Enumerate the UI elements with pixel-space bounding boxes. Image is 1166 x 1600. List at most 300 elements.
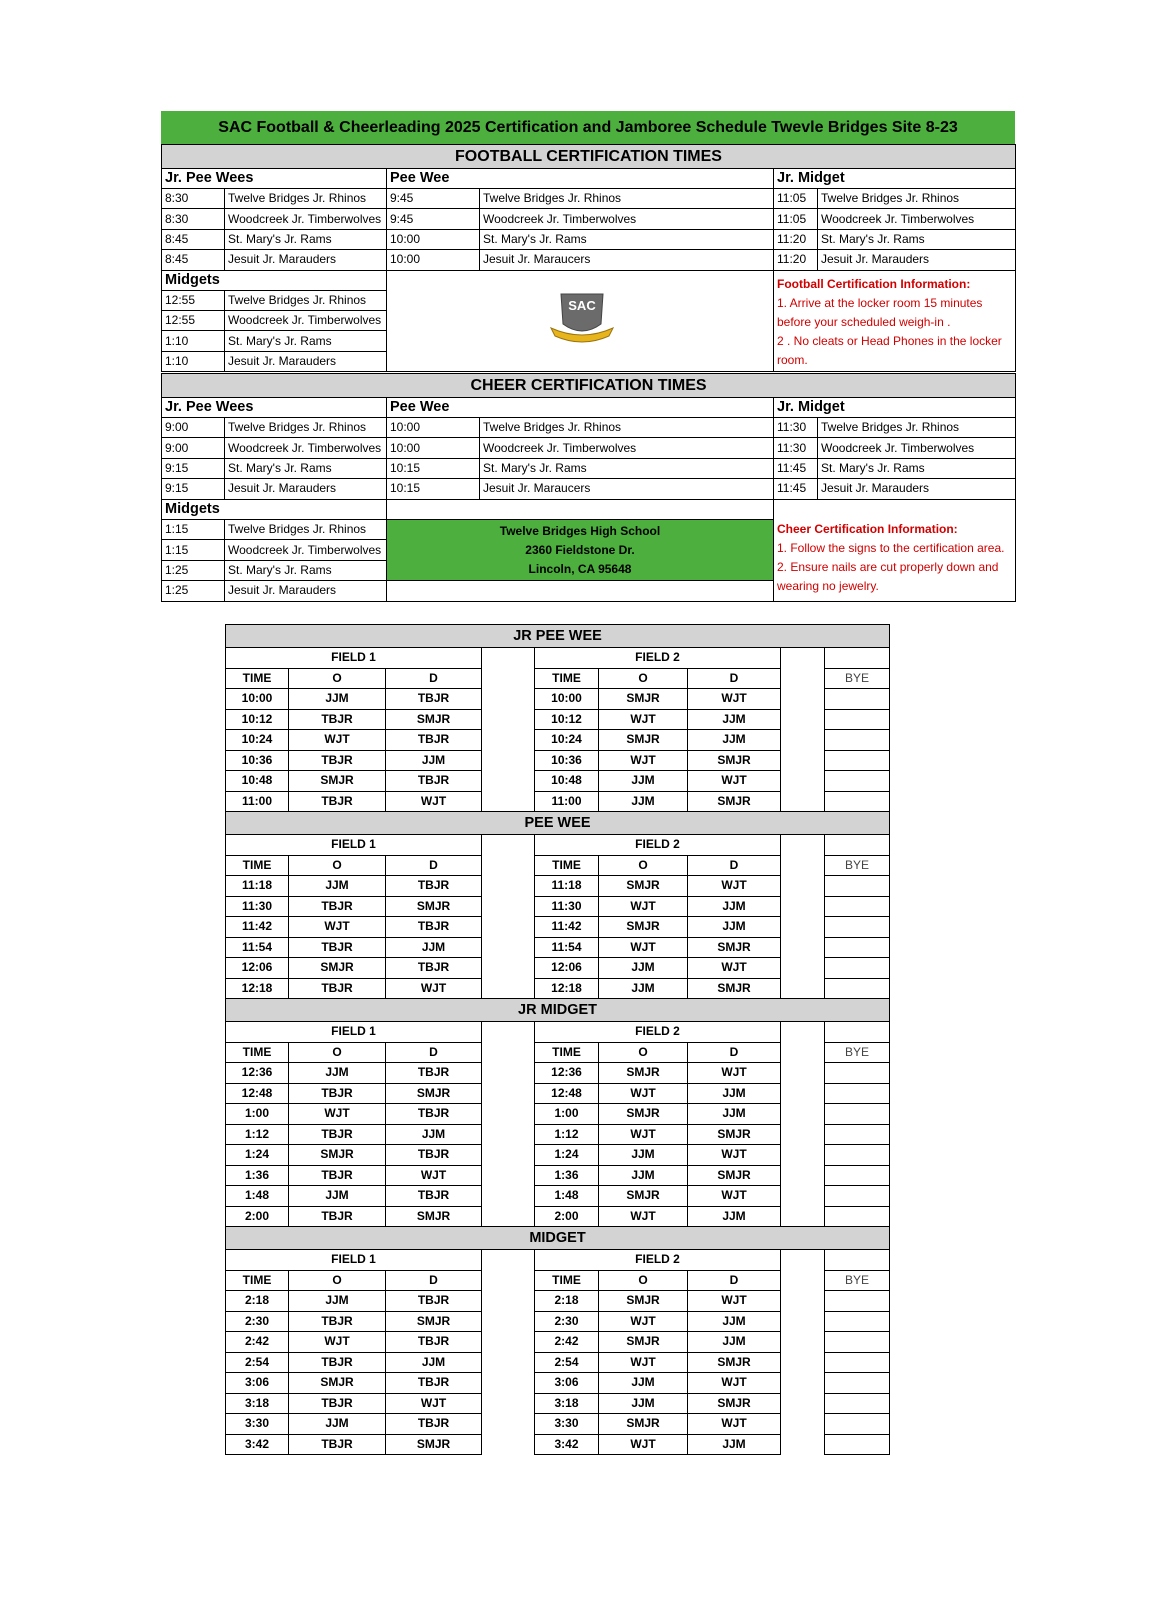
offense-team: TBJR: [289, 1206, 386, 1227]
bye-cell: [825, 917, 890, 938]
offense-team: JJM: [289, 1414, 386, 1435]
spacer-cell: [482, 1083, 535, 1104]
time-cell: 11:54: [226, 937, 289, 958]
game-row: [226, 1291, 890, 1312]
spacer-cell: [781, 835, 825, 856]
spacer-cell: [482, 876, 535, 897]
offense-header: O: [289, 1270, 386, 1291]
time-cell: 3:30: [226, 1414, 289, 1435]
offense-team: TBJR: [289, 1311, 386, 1332]
address-block: [387, 519, 774, 580]
spacer-cell: [781, 978, 825, 999]
division-label: Pee Wee: [387, 398, 774, 418]
defense-team: TBJR: [386, 917, 482, 938]
blank-cell: [825, 648, 890, 669]
defense-team: JJM: [688, 917, 781, 938]
spacer-cell: [482, 750, 535, 771]
blank-cell: [825, 1250, 890, 1271]
offense-team: TBJR: [289, 1434, 386, 1455]
time-cell: 11:20: [774, 250, 818, 270]
bye-cell: [825, 1352, 890, 1373]
game-row: [226, 1311, 890, 1332]
spacer-cell: [781, 771, 825, 792]
offense-team: JJM: [289, 1291, 386, 1312]
time-cell: 1:10: [162, 331, 225, 351]
team-cell: Woodcreek Jr. Timberwolves: [225, 209, 387, 229]
time-cell: 10:12: [226, 709, 289, 730]
field-label: FIELD 1: [226, 1022, 482, 1043]
division-label: Jr. Pee Wees: [162, 169, 387, 189]
time-cell: 11:45: [774, 479, 818, 499]
cheer-certification-table: [161, 373, 1015, 602]
bye-cell: [825, 1414, 890, 1435]
bye-cell: [825, 1124, 890, 1145]
defense-team: JJM: [386, 1352, 482, 1373]
spacer-cell: [781, 1373, 825, 1394]
defense-team: WJT: [688, 1414, 781, 1435]
bye-cell: [825, 750, 890, 771]
defense-team: JJM: [688, 1206, 781, 1227]
time-cell: 10:15: [387, 479, 480, 499]
time-cell: 8:45: [162, 250, 225, 270]
offense-team: JJM: [599, 771, 688, 792]
time-cell: 1:15: [162, 519, 225, 539]
blank-cell: [387, 499, 774, 519]
spacer-cell: [482, 730, 535, 751]
defense-team: TBJR: [386, 771, 482, 792]
spacer-cell: [781, 668, 825, 689]
offense-header: O: [289, 1042, 386, 1063]
time-cell: 3:42: [226, 1434, 289, 1455]
time-cell: 3:06: [535, 1373, 599, 1394]
time-header: TIME: [226, 855, 289, 876]
offense-team: WJT: [599, 1124, 688, 1145]
field-label: FIELD 1: [226, 1250, 482, 1271]
offense-team: TBJR: [289, 750, 386, 771]
time-cell: 9:45: [387, 209, 480, 229]
spacer-cell: [482, 855, 535, 876]
offense-team: SMJR: [599, 1063, 688, 1084]
time-cell: 1:48: [535, 1186, 599, 1207]
time-cell: 10:00: [387, 438, 480, 458]
spacer-cell: [482, 771, 535, 792]
field-label: FIELD 1: [226, 648, 482, 669]
team-cell: St. Mary's Jr. Rams: [225, 458, 387, 478]
spacer-cell: [781, 937, 825, 958]
street-address: 2360 Fieldstone Dr.: [525, 542, 635, 557]
offense-header: O: [289, 855, 386, 876]
defense-team: SMJR: [688, 1124, 781, 1145]
team-cell: Twelve Bridges Jr. Rhinos: [225, 290, 387, 310]
division-header: PEE WEE: [226, 812, 890, 835]
spacer-cell: [482, 835, 535, 856]
blank-cell: [825, 1022, 890, 1043]
spacer-cell: [781, 1414, 825, 1435]
defense-team: WJT: [386, 978, 482, 999]
game-row: [226, 917, 890, 938]
bye-cell: [825, 958, 890, 979]
offense-team: WJT: [599, 709, 688, 730]
spacer-cell: [781, 1063, 825, 1084]
offense-team: WJT: [289, 1332, 386, 1353]
offense-team: JJM: [599, 958, 688, 979]
team-cell: St. Mary's Jr. Rams: [480, 229, 774, 249]
time-cell: 2:42: [535, 1332, 599, 1353]
time-cell: 3:06: [226, 1373, 289, 1394]
time-cell: 12:55: [162, 310, 225, 330]
game-row: [226, 1124, 890, 1145]
team-cell: Woodcreek Jr. Timberwolves: [225, 540, 387, 560]
time-cell: 11:00: [226, 791, 289, 812]
defense-team: SMJR: [386, 1206, 482, 1227]
time-cell: 12:48: [226, 1083, 289, 1104]
defense-team: SMJR: [688, 937, 781, 958]
time-cell: 1:00: [535, 1104, 599, 1125]
spacer-cell: [781, 1311, 825, 1332]
defense-team: TBJR: [386, 1063, 482, 1084]
defense-header: D: [386, 1042, 482, 1063]
spacer-cell: [482, 648, 535, 669]
time-cell: 3:30: [535, 1414, 599, 1435]
city-state-zip: Lincoln, CA 95648: [528, 561, 632, 576]
team-cell: Twelve Bridges Jr. Rhinos: [225, 519, 387, 539]
section-banner: FOOTBALL CERTIFICATION TIMES: [162, 145, 1016, 169]
defense-team: WJT: [386, 1393, 482, 1414]
spacer-cell: [482, 668, 535, 689]
time-cell: 9:15: [162, 479, 225, 499]
offense-header: O: [599, 1042, 688, 1063]
time-cell: 10:00: [226, 689, 289, 710]
defense-team: WJT: [688, 689, 781, 710]
offense-team: WJT: [599, 896, 688, 917]
time-cell: 1:36: [535, 1165, 599, 1186]
time-cell: 9:00: [162, 418, 225, 438]
spacer-cell: [482, 1124, 535, 1145]
spacer-cell: [781, 730, 825, 751]
spacer-cell: [781, 1042, 825, 1063]
time-cell: 11:30: [774, 438, 818, 458]
blank-cell: [825, 835, 890, 856]
spacer-cell: [781, 648, 825, 669]
time-cell: 10:48: [535, 771, 599, 792]
offense-team: JJM: [289, 1186, 386, 1207]
game-row: [226, 937, 890, 958]
time-cell: 8:45: [162, 229, 225, 249]
section-banner: CHEER CERTIFICATION TIMES: [162, 374, 1016, 398]
offense-team: WJT: [599, 1083, 688, 1104]
defense-team: TBJR: [386, 1332, 482, 1353]
game-row: [226, 896, 890, 917]
defense-team: TBJR: [386, 1145, 482, 1166]
time-cell: 12:18: [535, 978, 599, 999]
defense-team: TBJR: [386, 1414, 482, 1435]
school-name: Twelve Bridges High School: [499, 523, 661, 538]
defense-team: JJM: [386, 1124, 482, 1145]
game-row: [226, 1186, 890, 1207]
offense-team: WJT: [289, 730, 386, 751]
spacer-cell: [482, 1186, 535, 1207]
time-cell: 10:24: [535, 730, 599, 751]
time-cell: 12:06: [535, 958, 599, 979]
bye-cell: [825, 1291, 890, 1312]
offense-team: SMJR: [599, 1291, 688, 1312]
spacer-cell: [482, 1352, 535, 1373]
game-row: [226, 1393, 890, 1414]
defense-team: JJM: [688, 1434, 781, 1455]
offense-header: O: [599, 1270, 688, 1291]
division-label: Jr. Midget: [774, 398, 1016, 418]
offense-team: SMJR: [599, 917, 688, 938]
division-label: Midgets: [162, 270, 387, 290]
offense-team: TBJR: [289, 978, 386, 999]
game-row: [226, 1332, 890, 1353]
spacer-cell: [781, 791, 825, 812]
certification-row: [162, 189, 1016, 209]
spacer-cell: [482, 917, 535, 938]
team-cell: St. Mary's Jr. Rams: [225, 229, 387, 249]
offense-team: TBJR: [289, 709, 386, 730]
division-header: JR MIDGET: [226, 999, 890, 1022]
offense-team: TBJR: [289, 1393, 386, 1414]
time-cell: 11:42: [535, 917, 599, 938]
time-cell: 10:36: [535, 750, 599, 771]
time-cell: 12:36: [535, 1063, 599, 1084]
football-certification-table: [161, 144, 1015, 372]
spacer-cell: [482, 1022, 535, 1043]
time-cell: 9:45: [387, 189, 480, 209]
offense-team: SMJR: [289, 771, 386, 792]
info-line: 2 . No cleats or Head Phones in the locker room.: [777, 333, 1002, 367]
certification-row: [162, 479, 1016, 499]
spacer-cell: [482, 1311, 535, 1332]
team-cell: Woodcreek Jr. Timberwolves: [225, 310, 387, 330]
game-row: [226, 1373, 890, 1394]
offense-team: SMJR: [599, 1414, 688, 1435]
time-header: TIME: [535, 855, 599, 876]
team-cell: St. Mary's Jr. Rams: [818, 458, 1016, 478]
spacer-cell: [482, 709, 535, 730]
offense-team: TBJR: [289, 1165, 386, 1186]
time-header: TIME: [535, 1042, 599, 1063]
offense-team: SMJR: [289, 958, 386, 979]
time-cell: 1:10: [162, 351, 225, 371]
spacer-cell: [781, 1124, 825, 1145]
spacer-cell: [482, 1250, 535, 1271]
team-cell: Woodcreek Jr. Timberwolves: [480, 209, 774, 229]
bye-cell: [825, 1165, 890, 1186]
bye-cell: [825, 1063, 890, 1084]
spacer-cell: [482, 1291, 535, 1312]
time-cell: 10:15: [387, 458, 480, 478]
defense-team: SMJR: [386, 709, 482, 730]
offense-team: TBJR: [289, 896, 386, 917]
game-row: [226, 978, 890, 999]
info-line: 1. Arrive at the locker room 15 minutes before your scheduled weigh-in .: [777, 295, 983, 329]
offense-team: TBJR: [289, 937, 386, 958]
time-header: TIME: [535, 668, 599, 689]
spacer-cell: [781, 1291, 825, 1312]
game-row: [226, 730, 890, 751]
time-cell: 2:00: [226, 1206, 289, 1227]
defense-header: D: [386, 1270, 482, 1291]
offense-team: SMJR: [599, 876, 688, 897]
defense-team: SMJR: [688, 791, 781, 812]
info-line: 2. Ensure nails are cut properly down and wearing no jewelry.: [777, 559, 999, 593]
time-cell: 10:00: [535, 689, 599, 710]
bye-cell: [825, 709, 890, 730]
info-line: 1. Follow the signs to the certification area.: [777, 540, 1005, 555]
time-cell: 11:45: [774, 458, 818, 478]
defense-team: SMJR: [386, 896, 482, 917]
cheer-info: [774, 499, 1016, 601]
team-cell: St. Mary's Jr. Rams: [225, 331, 387, 351]
offense-team: JJM: [599, 1373, 688, 1394]
field-label: FIELD 2: [535, 835, 781, 856]
bye-cell: [825, 876, 890, 897]
field-label: FIELD 1: [226, 835, 482, 856]
time-cell: 2:54: [535, 1352, 599, 1373]
sac-shield-icon: [547, 290, 617, 346]
bye-cell: [825, 978, 890, 999]
time-cell: 1:24: [226, 1145, 289, 1166]
field-label: FIELD 2: [535, 648, 781, 669]
spacer-cell: [781, 1186, 825, 1207]
bye-cell: [825, 937, 890, 958]
bye-cell: [825, 1373, 890, 1394]
game-row: [226, 1145, 890, 1166]
spacer-cell: [482, 1042, 535, 1063]
spacer-cell: [781, 1165, 825, 1186]
time-cell: 12:18: [226, 978, 289, 999]
time-cell: 10:12: [535, 709, 599, 730]
offense-team: TBJR: [289, 1083, 386, 1104]
team-cell: Jesuit Jr. Marauders: [818, 250, 1016, 270]
game-row: [226, 1063, 890, 1084]
defense-team: SMJR: [688, 1393, 781, 1414]
time-header: TIME: [535, 1270, 599, 1291]
offense-team: SMJR: [599, 1104, 688, 1125]
offense-team: JJM: [599, 978, 688, 999]
blank-cell: [387, 581, 774, 601]
bye-cell: [825, 1083, 890, 1104]
offense-team: WJT: [599, 1434, 688, 1455]
spacer-cell: [781, 1250, 825, 1271]
spacer-cell: [482, 1165, 535, 1186]
time-cell: 12:48: [535, 1083, 599, 1104]
time-cell: 11:05: [774, 189, 818, 209]
time-cell: 9:15: [162, 458, 225, 478]
time-cell: 10:00: [387, 250, 480, 270]
spacer-cell: [482, 937, 535, 958]
offense-team: SMJR: [599, 689, 688, 710]
defense-header: D: [688, 668, 781, 689]
spacer-cell: [482, 1270, 535, 1291]
team-cell: Woodcreek Jr. Timberwolves: [818, 209, 1016, 229]
logo-text: SAC: [567, 297, 596, 313]
time-cell: 11:30: [226, 896, 289, 917]
game-row: [226, 1206, 890, 1227]
team-cell: Jesuit Jr. Marauders: [225, 581, 387, 601]
defense-team: WJT: [688, 1373, 781, 1394]
field-label: FIELD 2: [535, 1250, 781, 1271]
bye-cell: [825, 771, 890, 792]
defense-team: WJT: [688, 771, 781, 792]
defense-team: JJM: [688, 1332, 781, 1353]
bye-header: BYE: [825, 855, 890, 876]
time-header: TIME: [226, 1042, 289, 1063]
offense-team: SMJR: [289, 1373, 386, 1394]
spacer-cell: [482, 896, 535, 917]
spacer-cell: [781, 709, 825, 730]
time-cell: 12:06: [226, 958, 289, 979]
time-cell: 8:30: [162, 189, 225, 209]
time-cell: 11:18: [226, 876, 289, 897]
time-cell: 1:00: [226, 1104, 289, 1125]
spacer-cell: [781, 689, 825, 710]
spacer-cell: [482, 1393, 535, 1414]
offense-team: JJM: [289, 1063, 386, 1084]
defense-header: D: [688, 855, 781, 876]
offense-header: O: [289, 668, 386, 689]
defense-team: SMJR: [386, 1311, 482, 1332]
defense-team: WJT: [688, 1063, 781, 1084]
info-title: Cheer Certification Information:: [777, 521, 958, 536]
spacer-cell: [482, 1332, 535, 1353]
team-cell: Jesuit Jr. Marauders: [225, 479, 387, 499]
offense-team: SMJR: [289, 1145, 386, 1166]
bye-cell: [825, 1104, 890, 1125]
spacer-cell: [781, 1434, 825, 1455]
team-cell: Twelve Bridges Jr. Rhinos: [818, 418, 1016, 438]
time-cell: 1:24: [535, 1145, 599, 1166]
defense-team: TBJR: [386, 958, 482, 979]
team-cell: Woodcreek Jr. Timberwolves: [480, 438, 774, 458]
team-cell: St. Mary's Jr. Rams: [225, 560, 387, 580]
certification-row: [162, 438, 1016, 458]
offense-team: WJT: [289, 917, 386, 938]
certification-row: [162, 418, 1016, 438]
offense-team: TBJR: [289, 1352, 386, 1373]
defense-header: D: [386, 668, 482, 689]
time-cell: 2:30: [226, 1311, 289, 1332]
time-cell: 1:12: [226, 1124, 289, 1145]
spacer-cell: [781, 1104, 825, 1125]
time-cell: 1:25: [162, 581, 225, 601]
spacer-cell: [781, 750, 825, 771]
info-title: Football Certification Information:: [777, 276, 971, 291]
bye-cell: [825, 896, 890, 917]
spacer-cell: [482, 1206, 535, 1227]
time-cell: 11:30: [774, 418, 818, 438]
defense-team: JJM: [688, 709, 781, 730]
time-cell: 2:00: [535, 1206, 599, 1227]
defense-team: JJM: [386, 750, 482, 771]
team-cell: Jesuit Jr. Maraucers: [480, 479, 774, 499]
bye-cell: [825, 1311, 890, 1332]
time-cell: 3:42: [535, 1434, 599, 1455]
team-cell: Jesuit Jr. Marauders: [225, 250, 387, 270]
team-cell: Jesuit Jr. Maraucers: [480, 250, 774, 270]
game-row: [226, 689, 890, 710]
defense-team: SMJR: [386, 1434, 482, 1455]
defense-team: TBJR: [386, 730, 482, 751]
offense-team: SMJR: [599, 1332, 688, 1353]
spacer-cell: [781, 1393, 825, 1414]
time-cell: 3:18: [535, 1393, 599, 1414]
team-cell: Twelve Bridges Jr. Rhinos: [225, 189, 387, 209]
time-cell: 2:18: [226, 1291, 289, 1312]
offense-header: O: [599, 855, 688, 876]
